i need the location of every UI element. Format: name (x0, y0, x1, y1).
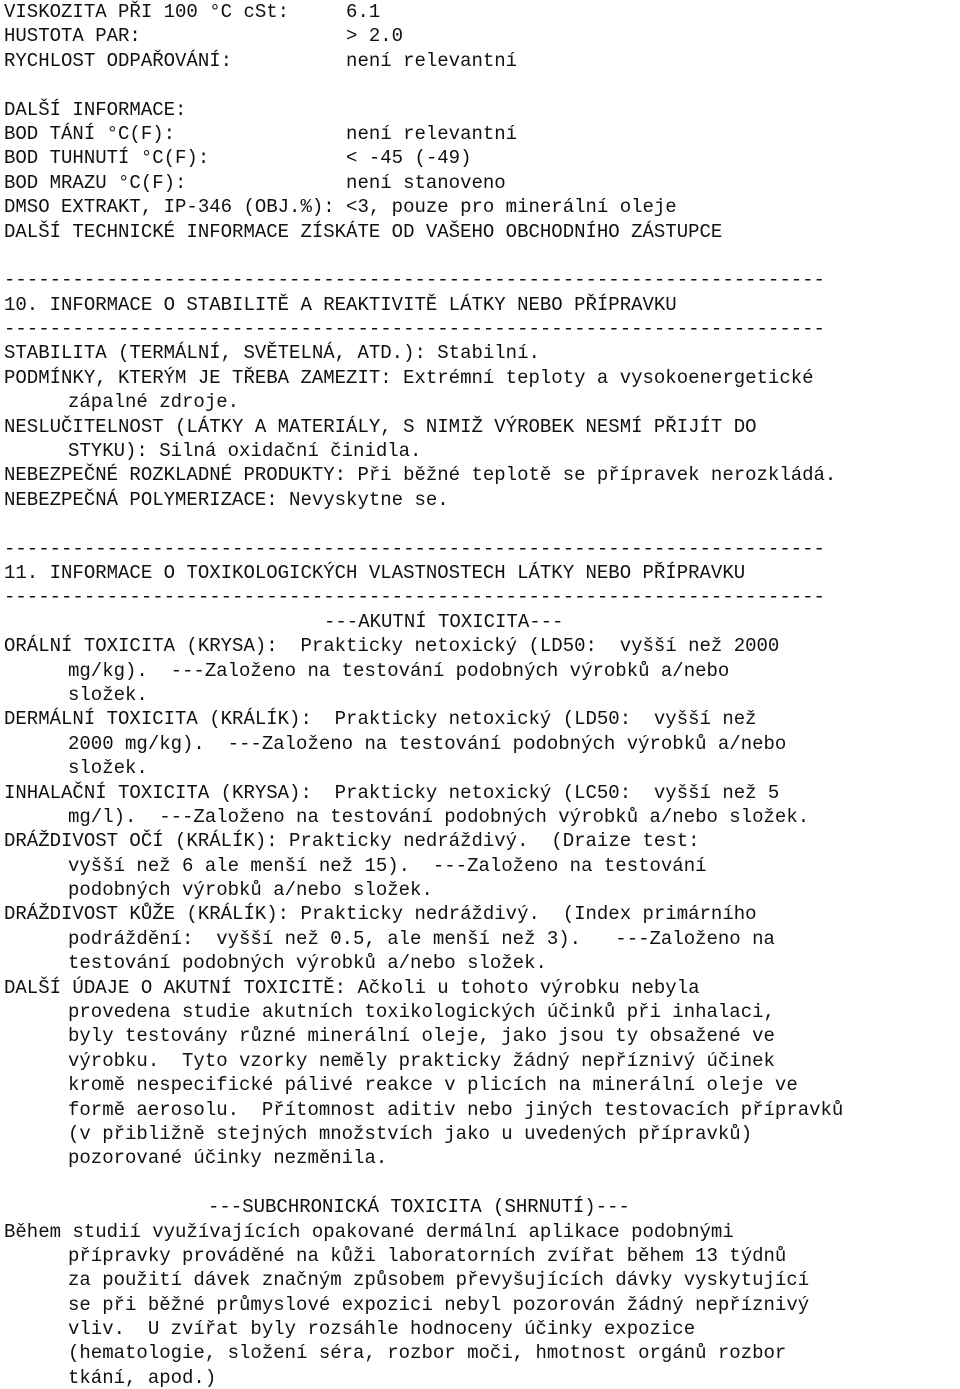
acute-more-info-line-cont: kromě nespecifické pálivé reakce v plicích na minerální oleje ve (68, 1074, 798, 1097)
freezing-point-line: BOD MRAZU °C(F): není stanoveno (4, 171, 506, 194)
skin-irritation-line-cont: podráždění: vyšší než 0.5, ale menší než 3). ---Založeno na (68, 927, 775, 950)
oral-toxicity-line-cont: mg/kg). ---Založeno na testování podobných výrobků a/nebo (68, 659, 730, 682)
document-body (4, 0, 960, 1389)
section-10-heading: 10. INFORMACE O STABILITĚ A REAKTIVITĚ LÁTKY NEBO PŘÍPRAVKU (4, 293, 677, 316)
section-divider: ------------------------------------------------------------------------ (4, 269, 825, 292)
skin-irritation-line-cont: testování podobných výrobků a/nebo složek. (68, 952, 547, 975)
dermal-toxicity-line-cont: 2000 mg/kg). ---Založeno na testování podobných výrobků a/nebo (68, 732, 787, 755)
subchronic-line-cont: vliv. U zvířat byly rozsáhle hodnoceny účinky expozice (68, 1318, 696, 1341)
conditions-line: PODMÍNKY, KTERÝM JE TŘEBA ZAMEZIT: Extrémní teploty a vysokoenergetické (4, 366, 814, 389)
melting-point-line: BOD TÁNÍ °C(F): není relevantní (4, 122, 518, 145)
pour-point-line: BOD TUHNUTÍ °C(F): < -45 (-49) (4, 147, 472, 170)
acute-more-info-line-cont: výrobku. Tyto vzorky neměly prakticky žádný nepříznivý účinek (68, 1049, 775, 1072)
inhalation-toxicity-line: INHALAČNÍ TOXICITA (KRYSA): Prakticky netoxický (LC50: vyšší než 5 (4, 781, 780, 804)
dermal-toxicity-line: DERMÁLNÍ TOXICITA (KRÁLÍK): Prakticky netoxický (LD50: vyšší než (4, 708, 757, 731)
evaporation-rate-line: RYCHLOST ODPAŘOVÁNÍ: není relevantní (4, 49, 518, 72)
subchronic-toxicity-title: ---SUBCHRONICKÁ TOXICITA (SHRNUTÍ)--- (208, 1196, 630, 1219)
acute-more-info-line-cont: (v přibližně stejných množstvích jako u uvedených přípravků) (68, 1122, 753, 1145)
acute-more-info-line-cont: byly testovány různé minerální oleje, jako jsou ty obsažené ve (68, 1025, 775, 1048)
blank-line (4, 512, 960, 536)
subchronic-line-cont: se při běžné průmyslové expozici nebyl pozorován žádný nepříznivý (68, 1293, 810, 1316)
subchronic-line-cont: (hematologie, složení séra, rozbor moči, hmotnost orgánů rozbor (68, 1342, 787, 1365)
skin-irritation-line: DRÁŽDIVOST KŮŽE (KRÁLÍK): Prakticky nedráždivý. (Index primárního (4, 903, 757, 926)
incompatibility-line-cont: STYKU): Silná oxidační činidla. (68, 440, 422, 463)
section-divider: ------------------------------------------------------------------------ (4, 537, 825, 560)
decomposition-line: NEBEZPEČNÉ ROZKLADNÉ PRODUKTY: Při běžné teplotě se přípravek nerozkládá. (4, 464, 837, 487)
section-11-heading: 11. INFORMACE O TOXIKOLOGICKÝCH VLASTNOSTECH LÁTKY NEBO PŘÍPRAVKU (4, 561, 746, 584)
dermal-toxicity-line-cont: složek. (68, 757, 148, 780)
acute-more-info-line-cont: provedena studie akutních toxikologických účinků při inhalaci, (68, 1001, 775, 1024)
vapor-density-line: HUSTOTA PAR: > 2.0 (4, 25, 404, 48)
inhalation-toxicity-line-cont: mg/l). ---Založeno na testování podobných výrobků a/nebo složek. (68, 805, 810, 828)
acute-more-info-line-cont: pozorované účinky nezměnila. (68, 1147, 388, 1170)
oral-toxicity-line-cont: složek. (68, 683, 148, 706)
incompatibility-line: NESLUČITELNOST (LÁTKY A MATERIÁLY, S NIMIŽ VÝROBEK NESMÍ PŘIJÍT DO (4, 415, 757, 438)
subchronic-line-cont: za použití dávek značným způsobem převyšujících dávky vyskytující (68, 1269, 810, 1292)
viscosity-line: VISKOZITA PŘI 100 °C cSt: 6.1 (4, 1, 381, 23)
subchronic-line-cont: tkání, apod.) (68, 1366, 217, 1389)
eye-irritation-line-cont: vyšší než 6 ale menší než 15). ---Založeno na testování (68, 854, 707, 877)
conditions-line-cont: zápalné zdroje. (68, 391, 240, 414)
section-divider: ------------------------------------------------------------------------ (4, 586, 825, 609)
oral-toxicity-line: ORÁLNÍ TOXICITA (KRYSA): Prakticky netoxický (LD50: vyšší než 2000 (4, 635, 780, 658)
blank-line (4, 1171, 960, 1195)
blank-line (4, 73, 960, 97)
polymerization-line: NEBEZPEČNÁ POLYMERIZACE: Nevyskytne se. (4, 488, 449, 511)
eye-irritation-line-cont: podobných výrobků a/nebo složek. (68, 879, 433, 902)
acute-toxicity-title: ---AKUTNÍ TOXICITA--- (324, 610, 564, 633)
blank-line (4, 244, 960, 268)
dmso-extract-line: DMSO EXTRAKT, IP-346 (OBJ.%): <3, pouze pro minerální oleje (4, 196, 677, 219)
acute-more-info-line: DALŠÍ ÚDAJE O AKUTNÍ TOXICITĚ: Ačkoli u tohoto výrobku nebyla (4, 976, 700, 999)
subchronic-line-cont: přípravky prováděné na kůži laboratorních zvířat během 13 týdnů (68, 1244, 787, 1267)
acute-more-info-line-cont: formě aerosolu. Přítomnost aditiv nebo jiných testovacích přípravků (68, 1098, 844, 1121)
more-tech-info-line: DALŠÍ TECHNICKÉ INFORMACE ZÍSKÁTE OD VAŠEHO OBCHODNÍHO ZÁSTUPCE (4, 220, 723, 243)
stability-line: STABILITA (TERMÁLNÍ, SVĚTELNÁ, ATD.): Stabilní. (4, 342, 540, 365)
more-info-heading: DALŠÍ INFORMACE: (4, 98, 187, 121)
section-divider: ------------------------------------------------------------------------ (4, 318, 825, 341)
subchronic-line: Během studií využívajících opakované dermální aplikace podobnými (4, 1220, 734, 1243)
eye-irritation-line: DRÁŽDIVOST OČÍ (KRÁLÍK): Prakticky nedráždivý. (Draize test: (4, 830, 700, 853)
